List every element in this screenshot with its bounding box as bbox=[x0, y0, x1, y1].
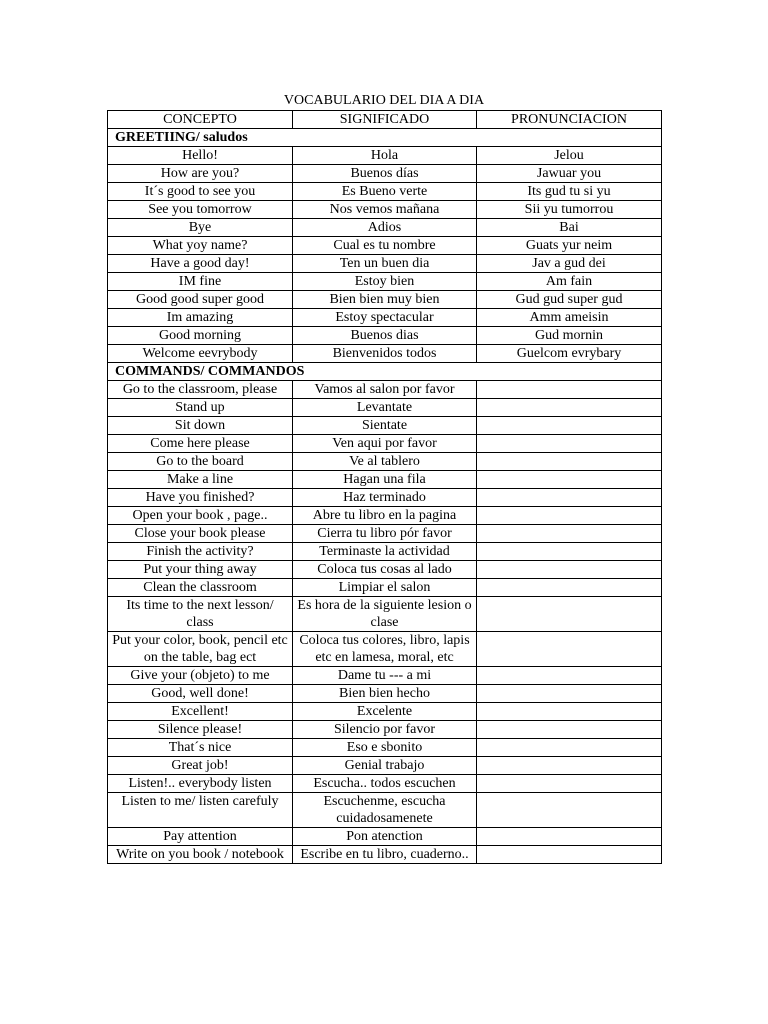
cell-significado: Estoy bien bbox=[293, 273, 477, 291]
table-row bbox=[108, 721, 662, 739]
cell-pronunciacion bbox=[477, 507, 662, 525]
cell-concepto: Stand up bbox=[108, 399, 293, 417]
cell-significado: Ten un buen dia bbox=[293, 255, 477, 273]
table-row bbox=[108, 846, 662, 864]
cell-significado: Ven aqui por favor bbox=[293, 435, 477, 453]
cell-pronunciacion: Bai bbox=[477, 219, 662, 237]
cell-concepto: Go to the classroom, please bbox=[108, 381, 293, 399]
cell-pronunciacion bbox=[477, 435, 662, 453]
cell-pronunciacion: Am fain bbox=[477, 273, 662, 291]
cell-significado: Es hora de la siguiente lesion o clase bbox=[293, 597, 477, 632]
cell-concepto: Hello! bbox=[108, 147, 293, 165]
cell-significado: Coloca tus colores, libro, lapis etc en lamesa, moral, etc bbox=[293, 632, 477, 667]
cell-concepto: Sit down bbox=[108, 417, 293, 435]
cell-concepto: It´s good to see you bbox=[108, 183, 293, 201]
table-row bbox=[108, 579, 662, 597]
cell-concepto: Bye bbox=[108, 219, 293, 237]
table-header-row bbox=[108, 111, 662, 129]
cell-pronunciacion bbox=[477, 775, 662, 793]
cell-pronunciacion bbox=[477, 525, 662, 543]
cell-significado: Silencio por favor bbox=[293, 721, 477, 739]
cell-significado: Pon atenction bbox=[293, 828, 477, 846]
cell-concepto: Good good super good bbox=[108, 291, 293, 309]
document-title: VOCABULARIO DEL DIA A DIA bbox=[283, 93, 485, 108]
cell-concepto: Im amazing bbox=[108, 309, 293, 327]
cell-pronunciacion bbox=[477, 828, 662, 846]
table-row bbox=[108, 489, 662, 507]
table-row bbox=[108, 291, 662, 309]
table-row bbox=[108, 739, 662, 757]
cell-pronunciacion bbox=[477, 685, 662, 703]
cell-significado: Buenos dias bbox=[293, 327, 477, 345]
cell-pronunciacion bbox=[477, 632, 662, 667]
cell-concepto: Pay attention bbox=[108, 828, 293, 846]
cell-pronunciacion: Amm ameisin bbox=[477, 309, 662, 327]
table-row bbox=[108, 381, 662, 399]
cell-significado: Haz terminado bbox=[293, 489, 477, 507]
cell-pronunciacion bbox=[477, 579, 662, 597]
table-row bbox=[108, 345, 662, 363]
table-row bbox=[108, 309, 662, 327]
table-row bbox=[108, 703, 662, 721]
cell-concepto: IM fine bbox=[108, 273, 293, 291]
cell-concepto: Have you finished? bbox=[108, 489, 293, 507]
cell-pronunciacion: Guelcom evrybary bbox=[477, 345, 662, 363]
cell-significado: Cierra tu libro pór favor bbox=[293, 525, 477, 543]
cell-significado: Bienvenidos todos bbox=[293, 345, 477, 363]
table-row bbox=[108, 273, 662, 291]
cell-concepto: Silence please! bbox=[108, 721, 293, 739]
cell-significado: Escucha.. todos escuchen bbox=[293, 775, 477, 793]
cell-concepto: That´s nice bbox=[108, 739, 293, 757]
cell-concepto: Great job! bbox=[108, 757, 293, 775]
document-page bbox=[107, 92, 661, 864]
cell-significado: Bien bien hecho bbox=[293, 685, 477, 703]
cell-significado: Sientate bbox=[293, 417, 477, 435]
cell-pronunciacion: Jelou bbox=[477, 147, 662, 165]
cell-concepto: Close your book please bbox=[108, 525, 293, 543]
table-row bbox=[108, 828, 662, 846]
cell-pronunciacion: Sii yu tumorrou bbox=[477, 201, 662, 219]
cell-significado: Hola bbox=[293, 147, 477, 165]
cell-concepto: Clean the classroom bbox=[108, 579, 293, 597]
cell-pronunciacion: Its gud tu si yu bbox=[477, 183, 662, 201]
table-row bbox=[108, 793, 662, 828]
table-row bbox=[108, 775, 662, 793]
table-row bbox=[108, 757, 662, 775]
cell-pronunciacion: Gud gud super gud bbox=[477, 291, 662, 309]
cell-significado: Eso e sbonito bbox=[293, 739, 477, 757]
table-row bbox=[108, 165, 662, 183]
column-header-concepto: CONCEPTO bbox=[108, 111, 293, 129]
cell-pronunciacion bbox=[477, 757, 662, 775]
cell-pronunciacion bbox=[477, 597, 662, 632]
cell-pronunciacion bbox=[477, 561, 662, 579]
table-row bbox=[108, 471, 662, 489]
table-row bbox=[108, 219, 662, 237]
cell-concepto: Make a line bbox=[108, 471, 293, 489]
cell-concepto: Write on you book / notebook bbox=[108, 846, 293, 864]
cell-pronunciacion: Jawuar you bbox=[477, 165, 662, 183]
table-row bbox=[108, 597, 662, 632]
cell-pronunciacion: Jav a gud dei bbox=[477, 255, 662, 273]
table-row bbox=[108, 237, 662, 255]
cell-concepto: Open your book , page.. bbox=[108, 507, 293, 525]
cell-pronunciacion bbox=[477, 739, 662, 757]
cell-pronunciacion bbox=[477, 667, 662, 685]
cell-significado: Hagan una fila bbox=[293, 471, 477, 489]
cell-pronunciacion: Guats yur neim bbox=[477, 237, 662, 255]
table-row bbox=[108, 147, 662, 165]
cell-significado: Dame tu --- a mi bbox=[293, 667, 477, 685]
cell-significado: Estoy spectacular bbox=[293, 309, 477, 327]
cell-pronunciacion bbox=[477, 399, 662, 417]
cell-concepto: What yoy name? bbox=[108, 237, 293, 255]
cell-concepto: Its time to the next lesson/ class bbox=[108, 597, 293, 632]
table-row bbox=[108, 632, 662, 667]
cell-pronunciacion bbox=[477, 703, 662, 721]
cell-significado: Nos vemos mañana bbox=[293, 201, 477, 219]
cell-significado: Genial trabajo bbox=[293, 757, 477, 775]
cell-significado: Ve al tablero bbox=[293, 453, 477, 471]
cell-significado: Terminaste la actividad bbox=[293, 543, 477, 561]
cell-significado: Vamos al salon por favor bbox=[293, 381, 477, 399]
cell-pronunciacion bbox=[477, 417, 662, 435]
table-row bbox=[108, 561, 662, 579]
cell-significado: Cual es tu nombre bbox=[293, 237, 477, 255]
table-row bbox=[108, 327, 662, 345]
cell-concepto: Put your thing away bbox=[108, 561, 293, 579]
cell-significado: Limpiar el salon bbox=[293, 579, 477, 597]
cell-pronunciacion bbox=[477, 381, 662, 399]
table-row bbox=[108, 543, 662, 561]
cell-pronunciacion bbox=[477, 489, 662, 507]
cell-concepto: Listen to me/ listen carefuly bbox=[108, 793, 293, 828]
section-title: GREETIING/ saludos bbox=[108, 129, 662, 147]
cell-concepto: Finish the activity? bbox=[108, 543, 293, 561]
cell-significado: Coloca tus cosas al lado bbox=[293, 561, 477, 579]
table-row bbox=[108, 399, 662, 417]
cell-pronunciacion bbox=[477, 846, 662, 864]
column-header-significado: SIGNIFICADO bbox=[293, 111, 477, 129]
cell-pronunciacion: Gud mornin bbox=[477, 327, 662, 345]
section-header-row bbox=[108, 363, 662, 381]
table-row bbox=[108, 417, 662, 435]
section-title: COMMANDS/ COMMANDOS bbox=[108, 363, 662, 381]
cell-concepto: Good, well done! bbox=[108, 685, 293, 703]
table-row bbox=[108, 685, 662, 703]
cell-significado: Abre tu libro en la pagina bbox=[293, 507, 477, 525]
cell-pronunciacion bbox=[477, 793, 662, 828]
cell-significado: Escribe en tu libro, cuaderno.. bbox=[293, 846, 477, 864]
cell-concepto: See you tomorrow bbox=[108, 201, 293, 219]
table-row bbox=[108, 183, 662, 201]
cell-concepto: Put your color, book, pencil etc on the table, bag ect bbox=[108, 632, 293, 667]
cell-concepto: Listen!.. everybody listen bbox=[108, 775, 293, 793]
cell-concepto: Go to the board bbox=[108, 453, 293, 471]
cell-significado: Adios bbox=[293, 219, 477, 237]
cell-pronunciacion bbox=[477, 453, 662, 471]
cell-concepto: Good morning bbox=[108, 327, 293, 345]
cell-concepto: How are you? bbox=[108, 165, 293, 183]
cell-concepto: Give your (objeto) to me bbox=[108, 667, 293, 685]
cell-significado: Escuchenme, escucha cuidadosamenete bbox=[293, 793, 477, 828]
cell-concepto: Excellent! bbox=[108, 703, 293, 721]
table-row bbox=[108, 525, 662, 543]
table-row bbox=[108, 435, 662, 453]
vocabulary-table bbox=[107, 110, 662, 864]
column-header-pronunciacion: PRONUNCIACION bbox=[477, 111, 662, 129]
cell-significado: Bien bien muy bien bbox=[293, 291, 477, 309]
cell-pronunciacion bbox=[477, 543, 662, 561]
cell-concepto: Welcome eevrybody bbox=[108, 345, 293, 363]
cell-concepto: Have a good day! bbox=[108, 255, 293, 273]
cell-pronunciacion bbox=[477, 721, 662, 739]
cell-concepto: Come here please bbox=[108, 435, 293, 453]
table-row bbox=[108, 453, 662, 471]
cell-significado: Levantate bbox=[293, 399, 477, 417]
table-row bbox=[108, 667, 662, 685]
section-header-row bbox=[108, 129, 662, 147]
cell-significado: Excelente bbox=[293, 703, 477, 721]
table-row bbox=[108, 255, 662, 273]
cell-pronunciacion bbox=[477, 471, 662, 489]
cell-significado: Es Bueno verte bbox=[293, 183, 477, 201]
cell-significado: Buenos días bbox=[293, 165, 477, 183]
table-row bbox=[108, 507, 662, 525]
table-body bbox=[108, 129, 662, 864]
table-row bbox=[108, 201, 662, 219]
